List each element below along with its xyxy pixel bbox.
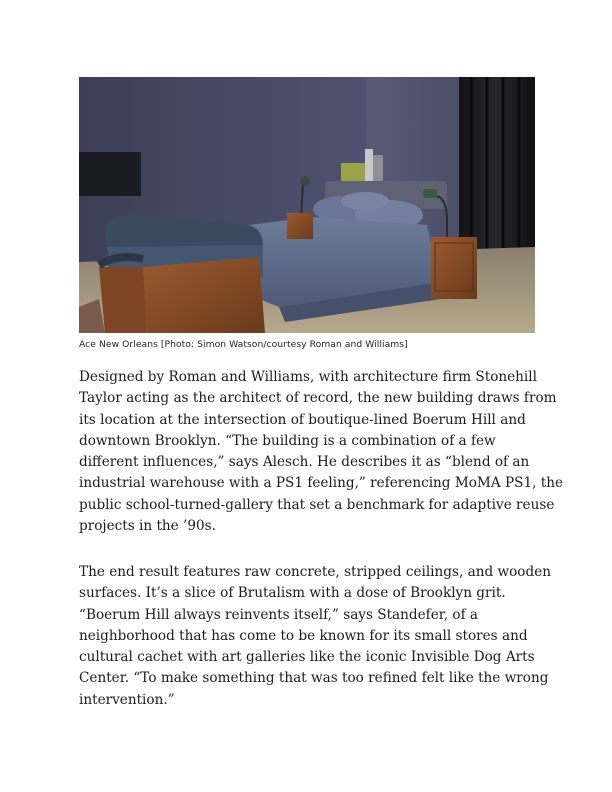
bedroom-photo — [79, 77, 535, 333]
bedroom-photo-drawing — [79, 77, 535, 333]
paragraph-line: neighborhood that has come to be known for its small stores and — [79, 627, 528, 644]
paragraph-1 — [79, 367, 564, 537]
paragraph-line: industrial warehouse with a PS1 feeling,” referencing MoMA PS1, the — [79, 475, 564, 492]
paragraph-line: cultural cachet with art galleries like the iconic Invisible Dog Arts — [79, 649, 535, 666]
paragraph-line: surfaces. It’s a slice of Brutalism with a dose of Brooklyn grit. — [79, 585, 506, 602]
photo-caption: Ace New Orleans [Photo: Simon Watson/courtesy Roman and Williams] — [79, 339, 408, 350]
paragraph-line: Designed by Roman and Williams, with architecture firm Stonehill — [79, 369, 537, 385]
paragraph-line: public school-turned-gallery that set a benchmark for adaptive reuse — [79, 496, 555, 513]
paragraph-line: Center. “To make something that was too refined felt like the wrong — [79, 670, 549, 687]
paragraph-line: downtown Brooklyn. “The building is a combination of a few — [79, 432, 496, 449]
paragraph-line: “Boerum Hill always reinvents itself,” says Standefer, of a — [79, 606, 479, 623]
paragraph-2 — [79, 562, 551, 711]
paragraph-line: projects in the ’90s. — [79, 518, 216, 535]
paragraph-line: Taylor acting as the architect of record, the new building draws from — [79, 390, 557, 407]
paragraph-line: The end result features raw concrete, stripped ceilings, and wooden — [79, 564, 551, 580]
paragraph-line: its location at the intersection of boutique-lined Boerum Hill and — [79, 411, 526, 428]
paragraph-line: intervention.” — [79, 691, 175, 708]
paragraph-line: different influences,” says Alesch. He describes it as “blend of an — [79, 454, 530, 471]
